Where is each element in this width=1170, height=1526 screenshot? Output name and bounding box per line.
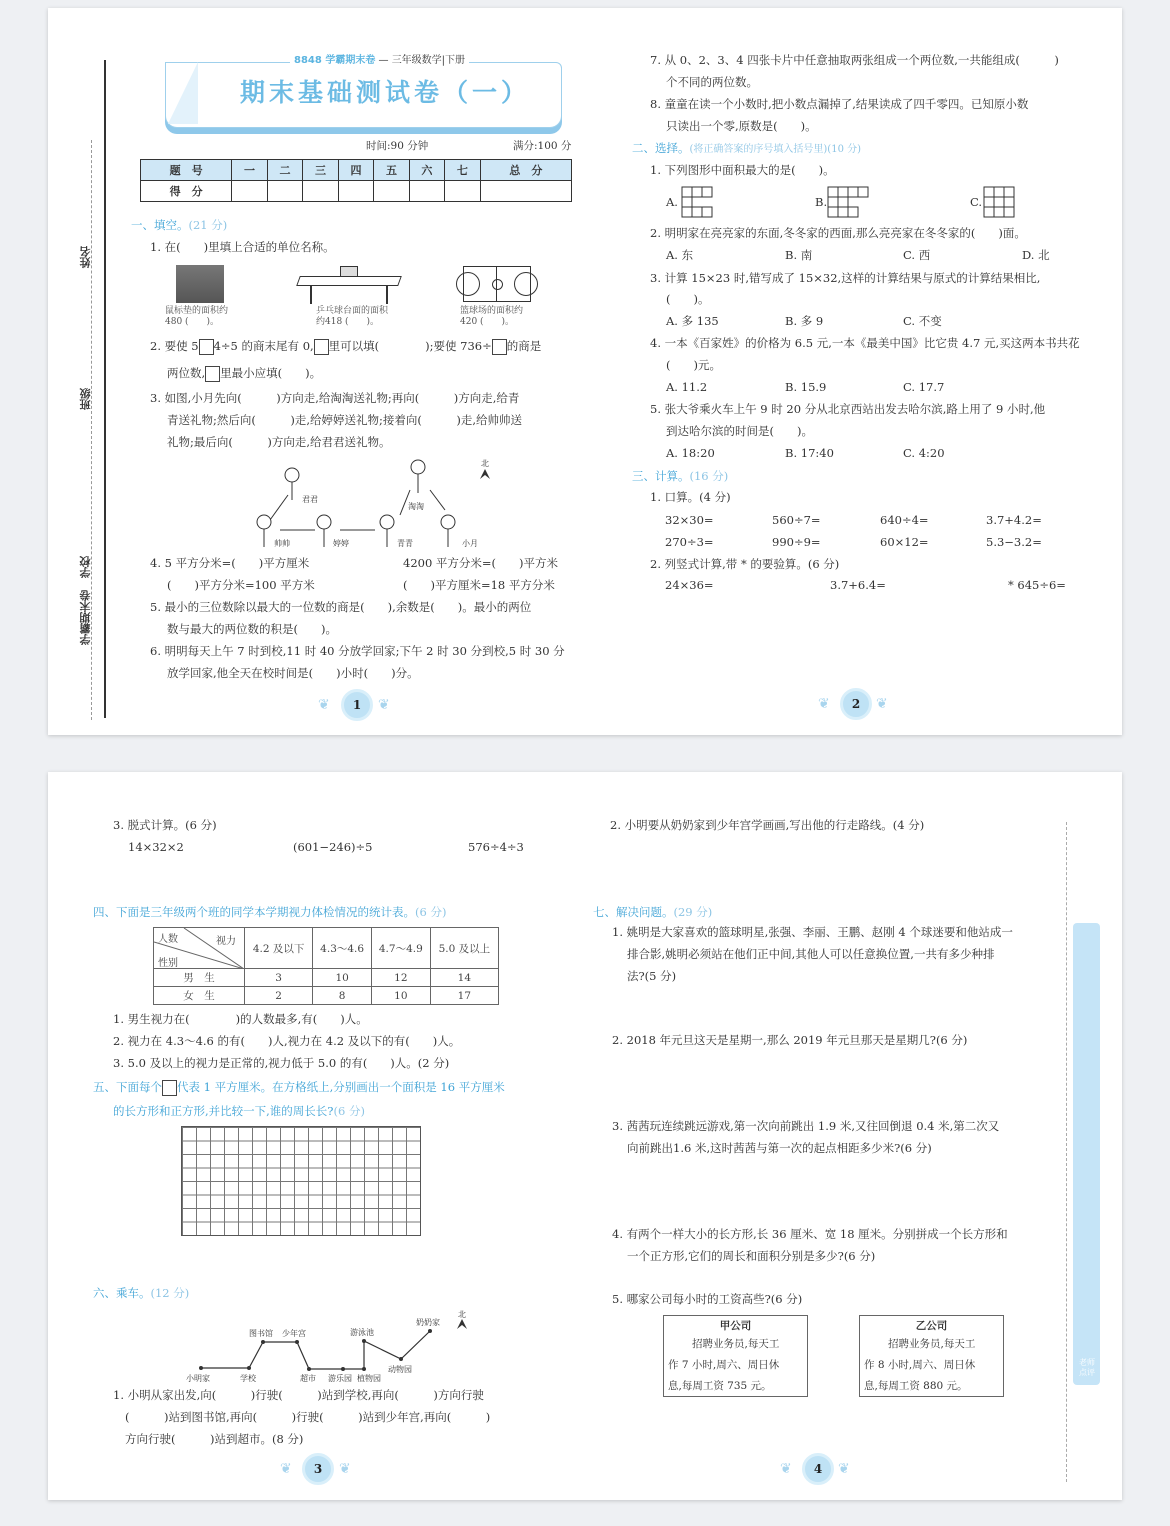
school-label: 学校 — [79, 556, 92, 578]
score-row-label: 得 分 — [141, 181, 232, 202]
stop-label: 游泳池 — [350, 1328, 374, 1337]
q1-3-line2: 青送礼物;然后向( )走,给婷婷送礼物;接着向( )走,给帅帅送 — [167, 413, 523, 427]
section-5-title-line2 — [113, 1104, 365, 1118]
vertical-item: * 645÷6= — [1008, 578, 1066, 592]
q6-1-line3: 方向行驶( )站到超市。(8 分) — [125, 1432, 304, 1446]
page-title: 期末基础测试卷（一） — [240, 78, 531, 107]
cell: 2 — [245, 987, 313, 1005]
q6-1-line1: 1. 小明从家出发,向( )行驶( )站到学校,再向( )方向行驶 — [113, 1388, 484, 1402]
option-c[interactable]: C. — [970, 195, 983, 209]
option[interactable]: B. 17:40 — [785, 446, 834, 460]
option[interactable]: B. 15.9 — [785, 380, 827, 394]
company-text: 息,每周工资 735 元。 — [668, 1380, 772, 1392]
company-name: 乙公司 — [915, 1320, 948, 1332]
leaf-icon: ❦ — [378, 697, 390, 713]
oral-item: 560÷7= — [772, 513, 821, 527]
cell: 8 — [313, 987, 372, 1005]
company-a-card — [663, 1315, 808, 1397]
section-1-title — [131, 218, 227, 232]
q7-1-line3: 法?(5 分) — [627, 969, 677, 983]
brand-label: 学霸期末卷 — [79, 590, 92, 645]
text: 两位数, — [167, 366, 206, 380]
q7-3-line2: 向前跳出1.6 米,这时茜茜与第一次的起点相距多少米?(6 分) — [627, 1141, 932, 1155]
q1-1: 1. 在( )里填上合适的单位名称。 — [150, 240, 335, 254]
row-label: 女 生 — [154, 987, 245, 1005]
score-header: 题 号 — [141, 160, 232, 181]
q1-3-line3: 礼物;最后向( )方向走,给君君送礼物。 — [167, 435, 391, 449]
q1-6-line2: 放学回家,他全天在校时间是( )小时( )分。 — [167, 666, 419, 680]
stop-label: 动物园 — [388, 1365, 412, 1374]
option[interactable]: A. 18:20 — [666, 446, 715, 460]
leaf-icon: ❦ — [780, 1461, 792, 1477]
option[interactable]: C. 17.7 — [903, 380, 945, 394]
name-label: 姓名 — [79, 246, 92, 268]
column-header: 4.2 及以下 — [245, 928, 313, 969]
oral-item: 990÷9= — [772, 535, 821, 549]
q1-7-line2: 个不同的两位数。 — [666, 75, 758, 89]
section-title-text: 二、选择。 — [632, 141, 690, 155]
caption-mouse-pad-value: 480 ( )。 — [165, 317, 220, 327]
person-label: 淘淘 — [408, 502, 424, 511]
q1-4-a: 4. 5 平方分米=( )平方厘米 — [150, 556, 310, 570]
score-header: 四 — [338, 160, 373, 181]
score-cell[interactable] — [232, 181, 267, 202]
full-score: 满分:100 分 — [513, 140, 572, 152]
q1-4-d: ( )平方厘米=18 平方分米 — [403, 578, 555, 592]
stepwise-item: 14×32×2 — [128, 840, 184, 854]
score-cell[interactable] — [409, 181, 444, 202]
bus-route-map — [180, 1305, 480, 1385]
stepwise-item: (601−246)÷5 — [293, 840, 373, 854]
score-header: 一 — [232, 160, 267, 181]
score-cell[interactable] — [338, 181, 373, 202]
score-header: 五 — [374, 160, 409, 181]
cut-line — [1066, 822, 1067, 1482]
caption-ping-pong: 乒乓球台面的面积 — [316, 306, 389, 316]
q7-2: 2. 2018 年元旦这天是星期一,那么 2019 年元旦那天是星期几?(6 分) — [612, 1033, 968, 1047]
score-cell[interactable] — [480, 181, 571, 202]
north-arrow-icon — [480, 469, 490, 479]
mouse-pad-image — [176, 265, 224, 303]
option[interactable]: B. 多 9 — [785, 314, 824, 328]
q7-1-line1: 1. 姚明是大家喜欢的篮球明星,张强、李丽、王鹏、赵刚 4 个球迷要和他站成一 — [612, 925, 1013, 939]
section-points: (6 分) — [415, 905, 447, 919]
blank-box[interactable] — [205, 366, 220, 382]
oral-item: 60×12= — [880, 535, 929, 549]
q2-2: 2. 明明家在亮亮家的东面,冬冬家的西面,那么亮亮家在冬冬家的( )面。 — [650, 226, 1026, 240]
stepwise-item: 576÷4÷3 — [468, 840, 524, 854]
column-header: 4.3～4.6 — [313, 928, 372, 969]
text: 4÷5 的商末尾有 0, — [213, 339, 314, 353]
subject-text: 三年级数学|下册 — [391, 55, 466, 66]
section-title-text: 六、乘车。 — [93, 1286, 151, 1300]
blank-box[interactable] — [492, 339, 507, 355]
option-b[interactable]: B. — [815, 195, 828, 209]
section-points: (6 分) — [333, 1104, 365, 1118]
oral-item: 3.7+4.2= — [986, 513, 1042, 527]
score-header: 总 分 — [480, 160, 571, 181]
q2-3-line2: ( )。 — [666, 292, 710, 306]
q2-5-line2: 到达哈尔滨的时间是( )。 — [666, 424, 813, 438]
brand-text: 8848 学霸期末卷 — [294, 55, 376, 66]
q3-2: 2. 列竖式计算,带 * 的要验算。(6 分) — [650, 557, 840, 571]
text: 里最小应填( )。 — [220, 366, 322, 380]
company-text: 作 7 小时,周六、周日休 — [668, 1359, 780, 1371]
section-points: (21 分) — [188, 218, 228, 232]
corner-label: 性别 — [158, 958, 178, 969]
page-number: 4 — [802, 1453, 834, 1485]
section-3-title — [632, 469, 728, 483]
text: 里可以填( );要使 736÷ — [328, 339, 492, 353]
q3-1: 1. 口算。(4 分) — [650, 490, 731, 504]
q7-1-line2: 排合影,姚明必须站在他们正中间,其他人可以任意换位置,一共有多少种排 — [627, 947, 995, 961]
q2-4-line1: 4. 一本《百家姓》的价格为 6.5 元,一本《最美中国》比它贵 4.7 元,买这两本书共花 — [650, 336, 1080, 350]
row-label: 男 生 — [154, 969, 245, 987]
score-header: 三 — [303, 160, 338, 181]
q1-2-line2 — [167, 366, 321, 382]
oral-item: 5.3−3.2= — [986, 535, 1042, 549]
cell: 3 — [245, 969, 313, 987]
section-points: (将正确答案的序号填入括号里)(10 分) — [689, 144, 862, 155]
oral-item: 32×30= — [665, 513, 714, 527]
leaf-icon: ❦ — [876, 696, 888, 712]
score-header: 六 — [409, 160, 444, 181]
section-6-title — [93, 1286, 189, 1300]
section-points: (16 分) — [689, 469, 729, 483]
q7-4-line2: 一个正方形,它们的周长和面积分别是多少?(6 分) — [627, 1249, 876, 1263]
teacher-comment-bar — [1073, 923, 1100, 1385]
caption-ping-pong-value: 约418 ( )。 — [316, 317, 380, 327]
q1-3-line1: 3. 如图,小月先向( )方向走,给淘淘送礼物;再向( )方向走,给青 — [150, 391, 520, 405]
q3-3: 3. 脱式计算。(6 分) — [113, 818, 217, 832]
blank-box[interactable] — [314, 339, 329, 355]
company-text: 招聘业务员,每天工 — [692, 1338, 780, 1350]
section-5-title — [93, 1080, 505, 1096]
q1-4-b: 4200 平方分米=( )平方米 — [403, 556, 559, 570]
q1-8-line1: 8. 童童在读一个小数时,把小数点漏掉了,结果读成了四千零四。已知原小数 — [650, 97, 1029, 111]
person-label: 君君 — [302, 495, 318, 504]
triangle-ruler-icon — [168, 62, 198, 124]
stop-label: 游乐园 — [328, 1374, 352, 1383]
stop-label: 超市 — [300, 1374, 316, 1383]
text: 代表 1 平方厘米。在方格纸上,分别画出一个面积是 16 平方厘米 — [177, 1080, 505, 1094]
section-title-text: 一、填空。 — [131, 218, 189, 232]
oral-item: 270÷3= — [665, 535, 714, 549]
score-cell[interactable] — [374, 181, 409, 202]
option[interactable]: B. 南 — [785, 248, 813, 262]
page-number: 3 — [302, 1453, 334, 1485]
score-header: 七 — [445, 160, 480, 181]
leaf-icon: ❦ — [280, 1461, 292, 1477]
caption-court: 篮球场的面积约 — [460, 306, 524, 316]
stop-label: 植物园 — [357, 1374, 381, 1383]
person-label: 青青 — [397, 539, 413, 548]
section-2-title — [632, 141, 861, 155]
ping-pong-table-image — [298, 272, 398, 304]
leaf-icon: ❦ — [318, 697, 330, 713]
section-title-text: 七、解决问题。 — [593, 905, 674, 919]
option[interactable]: C. 4:20 — [903, 446, 945, 460]
section-7-title — [593, 905, 712, 919]
stop-label: 奶奶家 — [416, 1318, 440, 1327]
north-label: 北 — [481, 459, 489, 468]
q2-5-line1: 5. 张大爷乘火车上午 9 时 20 分从北京西站出发去哈尔滨,路上用了 9 小时,他 — [650, 402, 1046, 416]
leaf-icon: ❦ — [818, 696, 830, 712]
leaf-icon: ❦ — [339, 1461, 351, 1477]
stop-label: 图书馆 — [249, 1329, 273, 1338]
option[interactable]: C. 不变 — [903, 314, 942, 328]
corner-label: 视力 — [216, 936, 236, 947]
caption-court-value: 420 ( )。 — [460, 317, 515, 327]
q1-7-line1: 7. 从 0、2、3、4 四张卡片中任意抽取两张组成一个两位数,一共能组成( ) — [650, 53, 1059, 67]
q1-2-line1 — [150, 339, 541, 355]
stop-label: 少年宫 — [282, 1329, 306, 1338]
q7-5: 5. 哪家公司每小时的工资高些?(6 分) — [612, 1292, 803, 1306]
cell: 12 — [371, 969, 430, 987]
q1-6-line1: 6. 明明每天上午 7 时到校,11 时 40 分放学回家;下午 2 时 30 分到校,5 时 30 分 — [150, 644, 565, 658]
score-header: 二 — [267, 160, 302, 181]
vertical-item: 3.7+6.4= — [830, 578, 886, 592]
q1-8-line2: 只读出一个零,原数是( )。 — [666, 119, 817, 133]
text: 2. 要使 5 — [150, 339, 199, 353]
vision-table — [153, 927, 499, 1005]
q6-2: 2. 小明要从奶奶家到少年宫学画画,写出他的行走路线。(4 分) — [610, 818, 925, 832]
option[interactable]: A. 东 — [666, 248, 694, 262]
company-name: 甲公司 — [719, 1320, 752, 1332]
person-label: 小月 — [462, 539, 478, 548]
column-header: 4.7～4.9 — [371, 928, 430, 969]
brand-line: 8848 学霸期末卷 — 三年级数学|下册 — [290, 54, 469, 68]
text: 五、下面每个 — [93, 1080, 162, 1094]
option[interactable]: D. 北 — [1022, 248, 1050, 262]
stop-label: 学校 — [240, 1374, 256, 1383]
score-cell[interactable] — [303, 181, 338, 202]
section-title-text: 三、计算。 — [632, 469, 690, 483]
option[interactable]: C. 西 — [903, 248, 931, 262]
column-header: 5.0 及以上 — [430, 928, 498, 969]
leaf-icon: ❦ — [838, 1461, 850, 1477]
text: 的长方形和正方形,并比较一下,谁的周长长? — [113, 1104, 334, 1118]
q7-4-line1: 4. 有两个一样大小的长方形,长 36 厘米、宽 18 厘米。分别拼成一个长方形和 — [612, 1227, 1008, 1241]
text: 的商是 — [506, 339, 542, 353]
shape-a — [681, 186, 715, 220]
stop-label: 小明家 — [186, 1374, 210, 1383]
section-points: (29 分) — [673, 905, 713, 919]
q7-3-line1: 3. 茜茜玩连续跳远游戏,第一次向前跳出 1.9 米,又往回倒退 0.4 米,第二次又 — [612, 1119, 1000, 1133]
north-arrow-icon — [457, 1319, 467, 1329]
oral-item: 640÷4= — [880, 513, 929, 527]
cell: 10 — [371, 987, 430, 1005]
company-text: 作 8 小时,周六、周日休 — [864, 1359, 976, 1371]
class-label: 班级 — [79, 388, 92, 410]
person-label: 帅帅 — [274, 539, 290, 548]
option[interactable]: A. 多 135 — [666, 314, 719, 328]
score-cell[interactable] — [267, 181, 302, 202]
binding-line — [104, 60, 106, 718]
q6-1-line2: ( )站到图书馆,再向( )行驶( )站到少年宫,再向( ) — [125, 1410, 491, 1424]
option-a[interactable]: A. — [666, 195, 678, 209]
section-4-title — [93, 905, 446, 919]
company-text: 招聘业务员,每天工 — [888, 1338, 976, 1350]
q1-5-line1: 5. 最小的三位数除以最大的一位数的商是( ),余数是( )。最小的两位 — [150, 600, 532, 614]
cell: 17 — [430, 987, 498, 1005]
teacher-comment-label: 老师点评 — [1079, 1358, 1095, 1377]
cell: 14 — [430, 969, 498, 987]
page-number: 1 — [341, 689, 373, 721]
cell: 10 — [313, 969, 372, 987]
option[interactable]: A. 11.2 — [666, 380, 708, 394]
grid-paper[interactable] — [181, 1126, 421, 1236]
basketball-court-image — [463, 266, 531, 302]
caption-mouse-pad: 鼠标垫的面积约 — [165, 306, 229, 316]
corner-cell — [154, 928, 245, 969]
shape-c — [983, 186, 1017, 220]
score-cell[interactable] — [445, 181, 480, 202]
unit-square-icon — [162, 1080, 177, 1096]
person-label: 婷婷 — [333, 539, 349, 548]
q1-5-line2: 数与最大的两位数的积是( )。 — [167, 622, 337, 636]
shape-b — [827, 186, 871, 220]
company-text: 息,每周工资 880 元。 — [864, 1380, 968, 1392]
q4-1: 1. 男生视力在( )的人数最多,有( )人。 — [113, 1012, 368, 1026]
company-b-card — [859, 1315, 1004, 1397]
q2-1: 1. 下列图形中面积最大的是( )。 — [650, 163, 835, 177]
section-title-text: 四、下面是三年级两个班的同学本学期视力体检情况的统计表。 — [93, 905, 415, 919]
direction-figure — [240, 455, 500, 555]
section-points: (12 分) — [150, 1286, 190, 1300]
blank-box[interactable] — [199, 339, 214, 355]
q2-4-line2: ( )元。 — [666, 358, 721, 372]
q4-3: 3. 5.0 及以上的视力是正常的,视力低于 5.0 的有( )人。(2 分) — [113, 1056, 450, 1070]
q4-2: 2. 视力在 4.3～4.6 的有( )人,视力在 4.2 及以下的有( )人。 — [113, 1034, 461, 1048]
exam-time: 时间:90 分钟 — [366, 140, 429, 152]
corner-label: 人数 — [158, 934, 178, 945]
q1-4-c: ( )平方分米=100 平方米 — [167, 578, 315, 592]
vertical-item: 24×36= — [665, 578, 714, 592]
north-label: 北 — [458, 1310, 466, 1319]
q2-3-line1: 3. 计算 15×23 时,错写成了 15×32,这样的计算结果与原式的计算结果相比, — [650, 271, 1041, 285]
page-number: 2 — [840, 688, 872, 720]
score-table — [140, 159, 572, 202]
